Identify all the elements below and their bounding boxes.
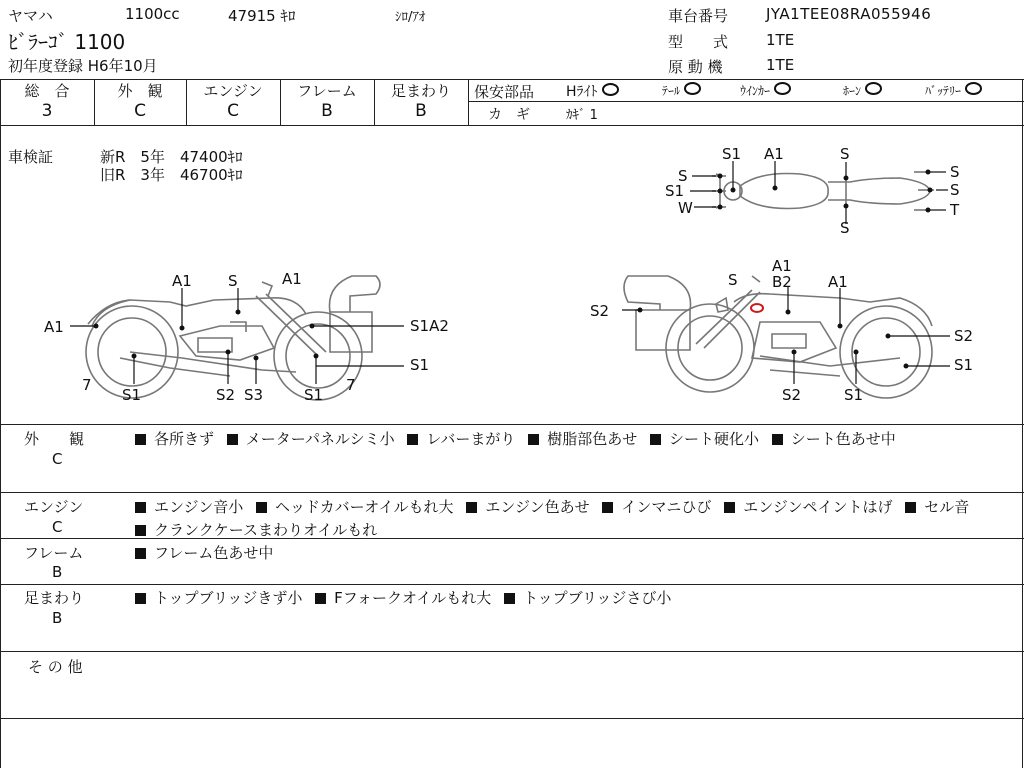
- diagram-label: S1: [844, 386, 864, 404]
- remark-engine-grade: C: [52, 518, 63, 536]
- safety-item-battery: ﾊﾞｯﾃﾘｰ: [925, 82, 982, 99]
- remark-frame-grade: B: [52, 563, 63, 581]
- remark-suspension-notes: トップブリッジきず小 Fフォークオイルもれ大 トップブリッジさび小: [135, 587, 1010, 610]
- diagram-label: S2: [590, 302, 610, 320]
- inspection-label: 車検証: [8, 148, 54, 166]
- diagram-label: S2: [954, 327, 974, 345]
- diagram-label: A1: [828, 273, 848, 291]
- grade-frame-label: フレーム: [297, 82, 357, 100]
- ok-circle-icon: [684, 82, 701, 95]
- bullet-icon: [407, 434, 418, 445]
- safety-item-winker: ｳｲﾝｶｰ: [740, 82, 791, 99]
- bullet-icon: [135, 548, 146, 559]
- diagram-label: T: [950, 201, 960, 219]
- bike-left-view: [86, 276, 380, 400]
- grade-overall-value: 3: [41, 101, 53, 121]
- ok-circle-icon: [965, 82, 982, 95]
- bullet-icon: [650, 434, 661, 445]
- ok-circle-icon: [865, 82, 882, 95]
- type-value: 1TE: [766, 31, 795, 49]
- grade-exterior-value: C: [134, 101, 146, 121]
- safety-label: 保安部品: [474, 83, 535, 101]
- remark-frame-notes: フレーム色あせ中: [135, 542, 1010, 565]
- type-label: 型 式: [668, 33, 729, 51]
- diagram-label: S1: [410, 356, 430, 374]
- diagram-label: 7: [346, 376, 356, 394]
- diagram-label: S: [840, 145, 850, 163]
- mileage: 47915 ｷﾛ: [228, 7, 296, 25]
- bullet-icon: [135, 525, 146, 536]
- remark-suspension-label: 足まわり: [24, 589, 85, 607]
- bullet-icon: [466, 502, 477, 513]
- safety-item-tail: ﾃｰﾙ: [662, 82, 701, 99]
- grade-exterior-label: 外 観: [117, 82, 163, 100]
- remark-engine-label: エンジン: [24, 498, 84, 516]
- inspection-new: 新R 5年 47400ｷﾛ: [100, 148, 243, 166]
- key-label: カ ギ: [488, 107, 530, 123]
- model-name: ﾋﾞﾗｰｺﾞ 1100: [8, 30, 126, 54]
- diagram-label: S: [728, 271, 738, 289]
- diagram-label: S1: [122, 386, 142, 404]
- bullet-icon: [724, 502, 735, 513]
- damage-diagram: [0, 126, 1024, 424]
- bullet-icon: [528, 434, 539, 445]
- remark-suspension-grade: B: [52, 609, 63, 627]
- key-value: ｶｷﾞ 1: [566, 108, 598, 123]
- bullet-icon: [256, 502, 267, 513]
- inspection-old: 旧R 3年 46700ｷﾛ: [100, 166, 243, 184]
- damage-mark-icon: [751, 304, 763, 312]
- ok-circle-icon: [602, 83, 619, 96]
- diagram-label: S1: [722, 145, 742, 163]
- remark-engine-notes: エンジン音小 ヘッドカバーオイルもれ大 エンジン色あせ インマニひび エンジンペイントはげ セル音 クランクケースまわりオイルもれ: [135, 496, 1010, 542]
- diagram-label: A1: [172, 272, 192, 290]
- diagram-label: S: [228, 272, 238, 290]
- diagram-label: S1A2: [410, 317, 449, 335]
- grade-frame-value: B: [321, 101, 333, 121]
- maker: ヤマハ: [8, 7, 53, 25]
- diagram-label: S1: [665, 182, 685, 200]
- engine-type-value: 1TE: [766, 56, 795, 74]
- grade-overall-label: 総 合: [24, 82, 70, 100]
- diagram-label: A1: [282, 270, 302, 288]
- diagram-label: S: [840, 219, 850, 237]
- diagram-label: S: [678, 167, 688, 185]
- grade-engine-value: C: [227, 101, 239, 121]
- bullet-icon: [135, 434, 146, 445]
- diagram-label: W: [678, 199, 693, 217]
- safety-item-headlight: Hﾗｲﾄ: [566, 81, 619, 101]
- diagram-label: B2: [772, 273, 792, 291]
- remark-exterior-grade: C: [52, 450, 63, 468]
- frame-no: JYA1TEE08RA055946: [766, 5, 932, 23]
- remark-other-label: そ の 他: [28, 658, 83, 676]
- safety-item-horn: ﾎｰﾝ: [843, 82, 882, 99]
- diagram-label: S: [950, 181, 960, 199]
- bullet-icon: [772, 434, 783, 445]
- remark-exterior-label: 外 観: [24, 430, 85, 448]
- diagram-label: S2: [216, 386, 236, 404]
- diagram-label: S3: [244, 386, 264, 404]
- grade-suspension-label: 足まわり: [390, 82, 451, 100]
- body-color: ｼﾛ/ｱｵ: [395, 10, 426, 25]
- engine-type-label: 原 動 機: [668, 58, 723, 76]
- bullet-icon: [602, 502, 613, 513]
- frame-no-label: 車台番号: [668, 7, 729, 25]
- remark-exterior-notes: 各所きず メーターパネルシミ小 レバーまがり 樹脂部色あせ シート硬化小 シート色あせ中: [135, 428, 1010, 451]
- bullet-icon: [905, 502, 916, 513]
- diagram-label: S2: [782, 386, 802, 404]
- remark-frame-label: フレーム: [24, 544, 84, 562]
- diagram-label: A1: [44, 318, 64, 336]
- displacement: 1100cc: [125, 5, 180, 23]
- diagram-label: 7: [82, 376, 92, 394]
- diagram-label: S: [950, 163, 960, 181]
- first-registration: 初年度登録 H6年10月: [8, 57, 158, 75]
- bike-top-view: [712, 172, 934, 210]
- bullet-icon: [315, 593, 326, 604]
- diagram-label: S1: [954, 356, 974, 374]
- bullet-icon: [504, 593, 515, 604]
- grade-engine-label: エンジン: [203, 82, 263, 100]
- diagram-label: A1: [764, 145, 784, 163]
- diagram-label: A1: [772, 257, 792, 275]
- ok-circle-icon: [774, 82, 791, 95]
- diagram-label: S1: [304, 386, 324, 404]
- bullet-icon: [135, 593, 146, 604]
- bullet-icon: [227, 434, 238, 445]
- grade-suspension-value: B: [415, 101, 427, 121]
- bullet-icon: [135, 502, 146, 513]
